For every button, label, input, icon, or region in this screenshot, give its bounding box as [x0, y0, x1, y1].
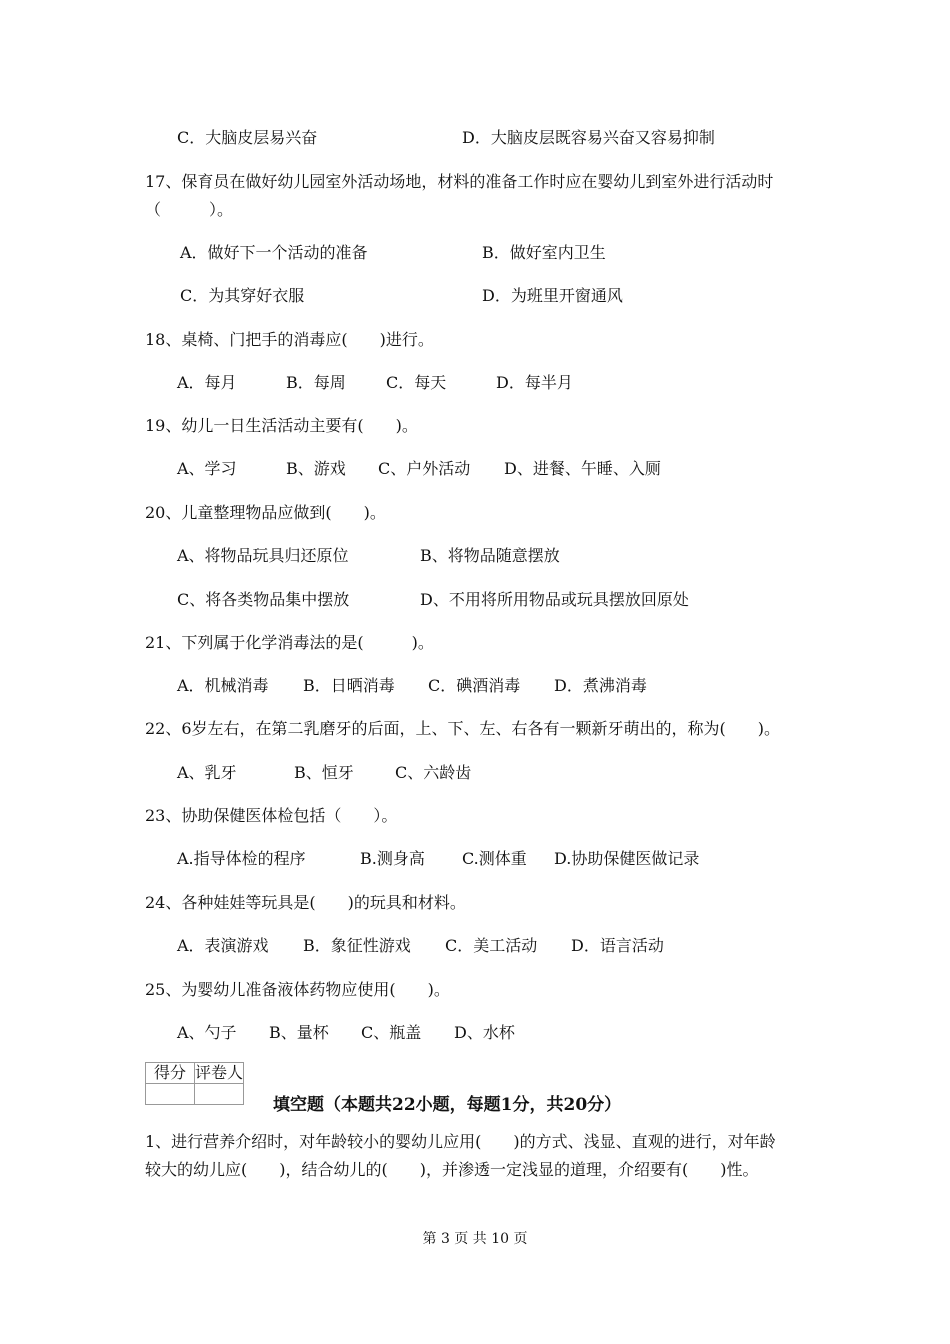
q17-option-b: B．做好室内卫生	[482, 243, 606, 262]
q24-option-d: D．语言活动	[571, 936, 664, 955]
q24-option-c: C．美工活动	[445, 936, 538, 955]
q21-option-d: D．煮沸消毒	[554, 676, 647, 695]
q22-text: 22、6岁左右，在第二乳磨牙的后面，上、下、左、右各有一颗新牙萌出的，称为( )。	[145, 719, 781, 738]
q16-option-d: D．大脑皮层既容易兴奋又容易抑制	[462, 128, 715, 147]
q17-text-cont: （ ）。	[145, 200, 234, 219]
q17-option-d: D．为班里开窗通风	[482, 286, 623, 305]
q22-option-a: A、乳牙	[177, 763, 237, 782]
page-footer: 第 3 页 共 10 页	[422, 1231, 528, 1247]
score-cell[interactable]	[146, 1084, 195, 1105]
grader-header: 评卷人	[195, 1063, 244, 1082]
q19-text: 19、幼儿一日生活活动主要有( )。	[145, 416, 418, 435]
q20-option-c: C、将各类物品集中摆放	[177, 590, 350, 609]
q23-option-d: D.协助保健医做记录	[554, 849, 700, 868]
q25-option-a: A、勺子	[177, 1023, 237, 1042]
q23-option-b: B.测身高	[360, 849, 425, 868]
q23-text: 23、协助保健医体检包括（ ）。	[145, 806, 398, 825]
q21-option-c: C．碘酒消毒	[428, 676, 521, 695]
q25-option-b: B、量杯	[269, 1023, 329, 1042]
q21-option-b: B．日晒消毒	[303, 676, 395, 695]
q20-option-d: D、不用将所用物品或玩具摆放回原处	[420, 590, 689, 609]
q20-option-b: B、将物品随意摆放	[420, 546, 560, 565]
q20-text: 20、儿童整理物品应做到( )。	[145, 503, 386, 522]
q19-option-c: C、户外活动	[378, 459, 471, 478]
fill1-text-cont: 较大的幼儿应( )，结合幼儿的( )，并渗透一定浅显的道理，介绍要有( )性。	[145, 1160, 759, 1179]
q23-option-a: A.指导体检的程序	[177, 849, 306, 868]
score-header: 得分	[146, 1063, 195, 1084]
q23-option-c: C.测体重	[462, 849, 527, 868]
q20-option-a: A、将物品玩具归还原位	[177, 546, 349, 565]
q18-option-d: D．每半月	[496, 373, 573, 392]
q25-text: 25、为婴幼儿准备液体药物应使用( )。	[145, 980, 450, 999]
score-table	[145, 1062, 244, 1105]
q24-option-a: A．表演游戏	[177, 936, 269, 955]
q21-option-a: A．机械消毒	[177, 676, 269, 695]
q18-option-b: B．每周	[286, 373, 346, 392]
q25-option-c: C、瓶盖	[361, 1023, 422, 1042]
q17-text: 17、保育员在做好幼儿园室外活动场地，材料的准备工作时应在婴幼儿到室外进行活动时	[145, 172, 774, 191]
q17-option-c: C．为其穿好衣服	[180, 286, 305, 305]
q25-option-d: D、水杯	[454, 1023, 515, 1042]
fill1-text: 1、进行营养介绍时，对年龄较小的婴幼儿应用( )的方式、浅显、直观的进行，对年龄	[145, 1132, 776, 1151]
q21-text: 21、下列属于化学消毒法的是( )。	[145, 633, 434, 652]
q17-option-a: A．做好下一个活动的准备	[180, 243, 368, 262]
q24-text: 24、各种娃娃等玩具是( )的玩具和材料。	[145, 893, 466, 912]
q19-option-d: D、进餐、午睡、入厕	[504, 459, 661, 478]
q22-option-b: B、恒牙	[294, 763, 354, 782]
q22-option-c: C、六龄齿	[395, 763, 472, 782]
q16-option-c: C．大脑皮层易兴奋	[177, 128, 318, 147]
q24-option-b: B．象征性游戏	[303, 936, 411, 955]
section-title: 填空题（本题共22小题，每题1分，共20分）	[273, 1095, 622, 1115]
q19-option-a: A、学习	[177, 459, 237, 478]
grader-cell[interactable]	[195, 1084, 244, 1105]
q18-text: 18、桌椅、门把手的消毒应( )进行。	[145, 330, 434, 349]
q19-option-b: B、游戏	[286, 459, 346, 478]
q18-option-c: C．每天	[386, 373, 447, 392]
q18-option-a: A．每月	[177, 373, 237, 392]
